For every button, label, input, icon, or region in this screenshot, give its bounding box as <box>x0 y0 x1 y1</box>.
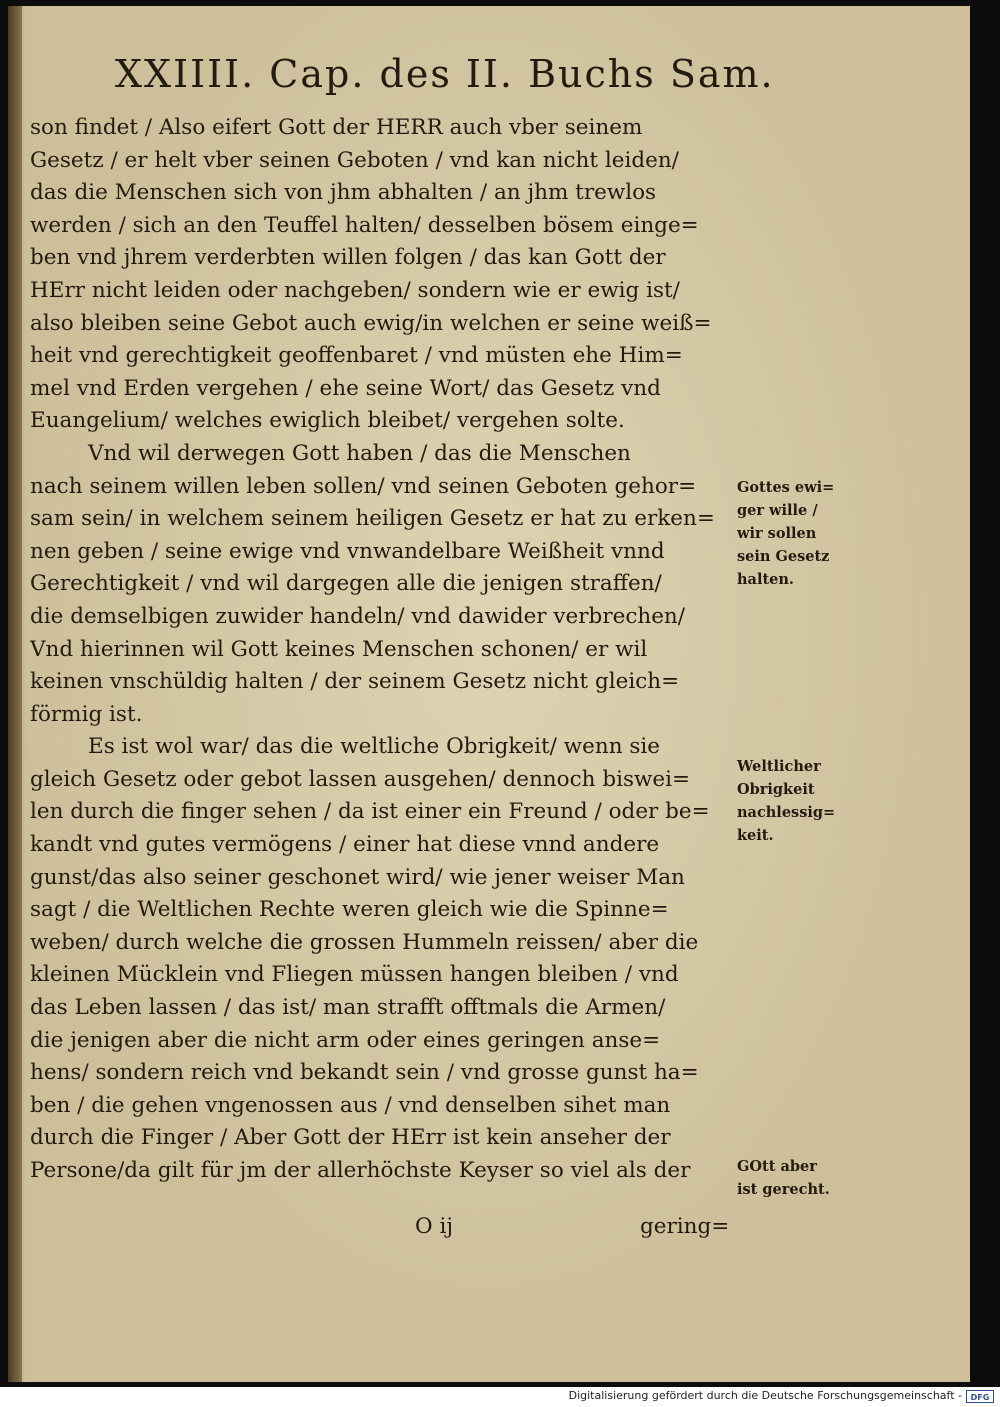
text-line: ben vnd jhrem verderbten willen folgen / das kan Gott der <box>30 245 666 271</box>
text-line: sam sein/ in welchem seinem heiligen Gesetz er hat zu erken= <box>30 506 715 532</box>
marginal-note-line: sein Gesetz <box>737 548 830 565</box>
marginal-note-line: wir sollen <box>737 525 817 542</box>
marginal-note-line: nachlessig= <box>737 804 836 821</box>
credit-bar <box>0 1387 1000 1407</box>
text-line: nach seinem willen leben sollen/ vnd seinen Geboten gehor= <box>30 473 697 499</box>
text-line: heit vnd gerechtigkeit geoffenbaret / vnd müsten ehe Him= <box>30 343 683 369</box>
paragraph-start-line: Vnd wil derwegen Gott haben / das die Menschen <box>88 440 631 466</box>
text-line: Persone/da gilt für jm der allerhöchste Keyser so viel als der <box>30 1158 691 1183</box>
body-text <box>30 112 730 1188</box>
text-line: weben/ durch welche die grossen Hummeln reissen/ aber die <box>30 929 699 955</box>
text-line: kleinen Mücklein vnd Fliegen müssen hangen bleiben / vnd <box>30 962 679 988</box>
credit-text: Digitalisierung gefördert durch die Deutsche Forschungsgemeinschaft - <box>568 1389 962 1402</box>
signature-mark: O ij <box>415 1214 454 1239</box>
text-line: das die Menschen sich von jhm abhalten / an jhm trewlos <box>30 180 657 206</box>
text-line: len durch die finger sehen / da ist einer ein Freund / oder be= <box>30 799 710 825</box>
marginal-note <box>737 476 882 591</box>
marginal-note-line: keit. <box>737 827 774 844</box>
text-line: werden / sich an den Teuffel halten/ desselben bösem einge= <box>30 212 699 238</box>
marginal-note <box>737 1155 882 1201</box>
text-line: kandt vnd gutes vermögens / einer hat diese vnnd andere <box>30 832 660 858</box>
running-header: XXIIII. Cap. des II. Buchs Sam. <box>115 52 775 96</box>
text-line: sagt / die Weltlichen Rechte weren gleich wie die Spinne= <box>30 897 669 923</box>
text-line: keinen vnschüldig halten / der seinem Gesetz nicht gleich= <box>30 669 680 695</box>
text-line: hens/ sondern reich vnd bekandt sein / vnd grosse gunst ha= <box>30 1060 699 1086</box>
marginal-note-line: halten. <box>737 571 794 588</box>
marginal-note-line: GOtt aber <box>737 1158 817 1175</box>
marginal-note-line: Weltlicher <box>737 758 821 775</box>
text-line: Euangelium/ welches ewiglich bleibet/ vergehen solte. <box>30 408 625 434</box>
text-line: förmig ist. <box>30 701 143 727</box>
marginal-note-line: Gottes ewi= <box>737 479 835 496</box>
text-line: mel vnd Erden vergehen / ehe seine Wort/ das Gesetz vnd <box>30 375 661 401</box>
marginal-note-line: ist gerecht. <box>737 1181 830 1198</box>
text-line: son findet / Also eifert Gott der HERR auch vber seinem <box>30 115 643 140</box>
page-gutter <box>8 6 22 1382</box>
marginal-note-line: Obrigkeit <box>737 781 815 798</box>
text-line: die jenigen aber die nicht arm oder eines geringen anse= <box>30 1027 661 1053</box>
marginal-note-line: ger wille / <box>737 502 818 519</box>
text-line: die demselbigen zuwider handeln/ vnd dawider verbrechen/ <box>30 603 686 629</box>
text-line: HErr nicht leiden oder nachgeben/ sondern wie er ewig ist/ <box>30 277 680 303</box>
page-footer <box>30 1212 730 1248</box>
marginal-note <box>737 755 882 847</box>
text-line: nen geben / seine ewige vnd vnwandelbare Weißheit vnnd <box>30 538 665 564</box>
text-line: Vnd hierinnen wil Gott keines Menschen schonen/ er wil <box>30 636 648 662</box>
paragraph-start-line: Es ist wol war/ das die weltliche Obrigkeit/ wenn sie <box>88 734 661 760</box>
text-line: das Leben lassen / das ist/ man strafft offtmals die Armen/ <box>30 995 666 1021</box>
text-line: ben / die gehen vngenossen aus / vnd denselben sihet man <box>30 1092 671 1118</box>
text-line: durch die Finger / Aber Gott der HErr ist kein anseher der <box>30 1125 671 1151</box>
text-line: Gerechtigkeit / vnd wil dargegen alle die jenigen straffen/ <box>30 571 662 597</box>
text-line: gunst/das also seiner geschonet wird/ wie jener weiser Man <box>30 864 685 890</box>
text-line: also bleiben seine Gebot auch ewig/in welchen er seine weiß= <box>30 310 712 336</box>
text-line: Gesetz / er helt vber seinen Geboten / vnd kan nicht leiden/ <box>30 147 679 173</box>
dfg-logo-icon[interactable]: DFG <box>966 1390 994 1403</box>
catchword: gering= <box>640 1214 730 1239</box>
text-line: gleich Gesetz oder gebot lassen ausgehen/ dennoch biswei= <box>30 766 691 792</box>
